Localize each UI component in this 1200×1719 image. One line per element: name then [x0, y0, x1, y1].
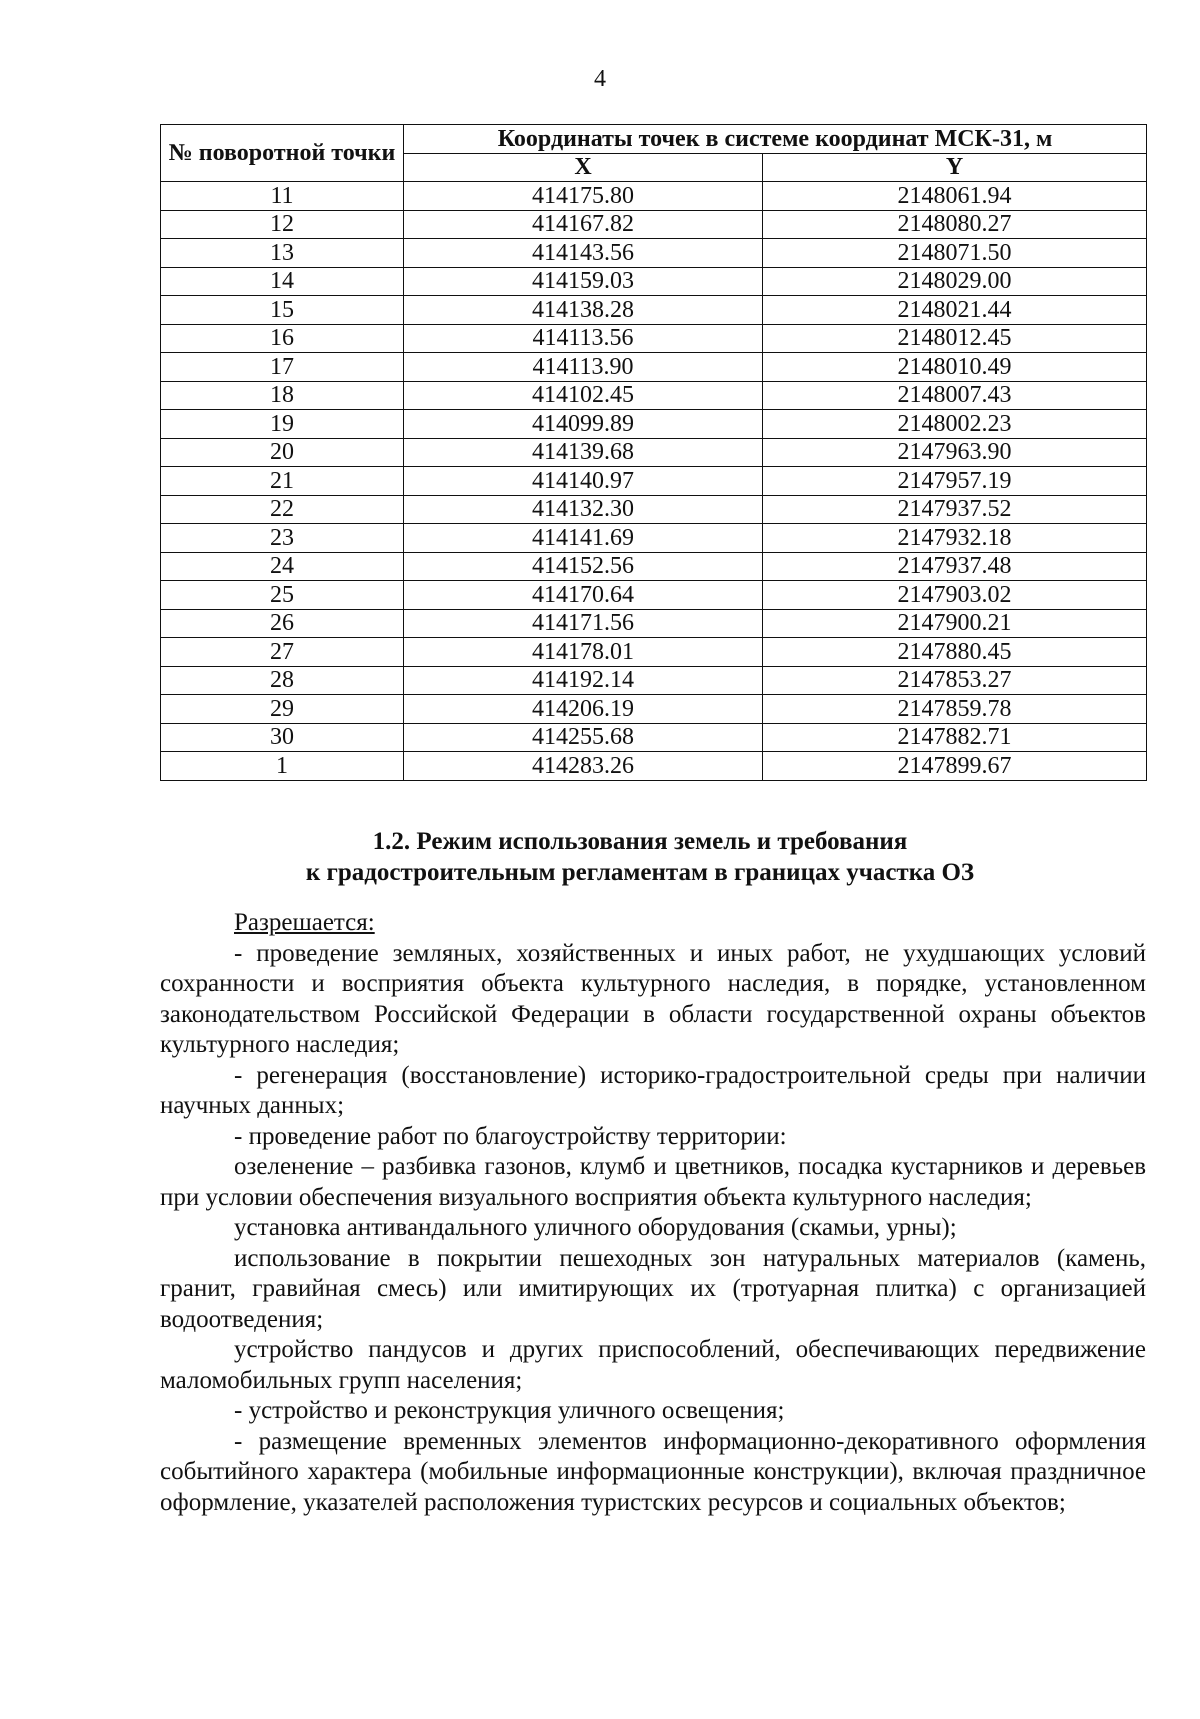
- cell-x: 414255.68: [404, 723, 763, 752]
- header-coordinates: Координаты точек в системе координат МСК-31, м: [404, 125, 1147, 154]
- cell-point-number: 24: [161, 552, 404, 581]
- table-row: [161, 495, 1147, 524]
- paragraph: установка антивандального уличного оборудования (скамьи, урны);: [234, 1214, 957, 1241]
- table-row: [161, 524, 1147, 553]
- section-title: [140, 826, 1140, 888]
- cell-point-number: 30: [161, 723, 404, 752]
- table-row: [161, 210, 1147, 239]
- table-row: [161, 324, 1147, 353]
- cell-y: 2147882.71: [763, 723, 1147, 752]
- cell-point-number: 19: [161, 410, 404, 439]
- cell-point-number: 22: [161, 495, 404, 524]
- cell-x: 414167.82: [404, 210, 763, 239]
- table-row: [161, 609, 1147, 638]
- section-title-line-1: 1.2. Режим использования земель и требования: [372, 828, 908, 855]
- cell-point-number: 11: [161, 182, 404, 211]
- cell-y: 2148029.00: [763, 267, 1147, 296]
- cell-y: 2147932.18: [763, 524, 1147, 553]
- cell-y: 2147900.21: [763, 609, 1147, 638]
- cell-x: 414132.30: [404, 495, 763, 524]
- paragraph: - размещение временных элементов информационно-декоративного оформления событийного характера (мобильные информационные конструкции), включая праздничное оформление, указателей расположения туристских ресурсов и социальных объектов;: [160, 1427, 1146, 1516]
- cell-point-number: 21: [161, 467, 404, 496]
- coordinates-table: [160, 124, 1147, 781]
- cell-x: 414140.97: [404, 467, 763, 496]
- cell-x: 414102.45: [404, 381, 763, 410]
- permitted-label: Разрешается:: [234, 909, 375, 936]
- table-row: [161, 410, 1147, 439]
- table-body: [161, 182, 1147, 781]
- cell-y: 2148080.27: [763, 210, 1147, 239]
- cell-y: 2147853.27: [763, 666, 1147, 695]
- paragraph: - устройство и реконструкция уличного освещения;: [234, 1397, 785, 1424]
- cell-x: 414206.19: [404, 695, 763, 724]
- page-number: 4: [594, 66, 606, 92]
- cell-y: 2148021.44: [763, 296, 1147, 325]
- table-row: [161, 752, 1147, 781]
- header-point-number: № поворотной точки: [161, 125, 404, 182]
- body-text: [160, 908, 1146, 1518]
- table-row: [161, 239, 1147, 268]
- cell-x: 414143.56: [404, 239, 763, 268]
- cell-point-number: 16: [161, 324, 404, 353]
- cell-point-number: 26: [161, 609, 404, 638]
- table-row: [161, 552, 1147, 581]
- cell-point-number: 14: [161, 267, 404, 296]
- cell-y: 2147957.19: [763, 467, 1147, 496]
- section-title-line-2: к градостроительным регламентам в границах участка ОЗ: [305, 859, 975, 886]
- cell-x: 414175.80: [404, 182, 763, 211]
- cell-x: 414170.64: [404, 581, 763, 610]
- table-row: [161, 182, 1147, 211]
- cell-y: 2147937.52: [763, 495, 1147, 524]
- paragraph: - регенерация (восстановление) историко-градостроительной среды при наличии научных данных;: [160, 1061, 1146, 1119]
- cell-point-number: 29: [161, 695, 404, 724]
- table-row: [161, 695, 1147, 724]
- paragraph: устройство пандусов и других приспособлений, обеспечивающих передвижение маломобильных групп населения;: [160, 1336, 1146, 1394]
- paragraph: использование в покрытии пешеходных зон натуральных материалов (камень, гранит, гравийная смесь) или имитирующих их (тротуарная плитка) с организацией водоотведения;: [160, 1244, 1146, 1333]
- cell-x: 414113.56: [404, 324, 763, 353]
- cell-point-number: 17: [161, 353, 404, 382]
- cell-x: 414283.26: [404, 752, 763, 781]
- table-row: [161, 723, 1147, 752]
- table-row: [161, 638, 1147, 667]
- cell-point-number: 12: [161, 210, 404, 239]
- cell-point-number: 15: [161, 296, 404, 325]
- cell-point-number: 28: [161, 666, 404, 695]
- paragraph: - проведение земляных, хозяйственных и иных работ, не ухудшающих условий сохранности и восприятия объекта культурного наследия, в порядке, установленном законодательством Российской Федерации в области государственной охраны объектов культурного наследия;: [160, 939, 1146, 1058]
- cell-x: 414171.56: [404, 609, 763, 638]
- header-x: X: [404, 153, 763, 182]
- cell-y: 2148007.43: [763, 381, 1147, 410]
- cell-x: 414141.69: [404, 524, 763, 553]
- cell-point-number: 25: [161, 581, 404, 610]
- cell-y: 2148010.49: [763, 353, 1147, 382]
- table-row: [161, 381, 1147, 410]
- cell-x: 414159.03: [404, 267, 763, 296]
- cell-point-number: 27: [161, 638, 404, 667]
- table-row: [161, 581, 1147, 610]
- cell-y: 2148071.50: [763, 239, 1147, 268]
- cell-y: 2148012.45: [763, 324, 1147, 353]
- cell-x: 414192.14: [404, 666, 763, 695]
- cell-x: 414138.28: [404, 296, 763, 325]
- cell-y: 2147937.48: [763, 552, 1147, 581]
- cell-x: 414113.90: [404, 353, 763, 382]
- cell-y: 2148061.94: [763, 182, 1147, 211]
- cell-y: 2148002.23: [763, 410, 1147, 439]
- table-row: [161, 267, 1147, 296]
- table-row: [161, 467, 1147, 496]
- table-row: [161, 353, 1147, 382]
- cell-y: 2147899.67: [763, 752, 1147, 781]
- cell-x: 414139.68: [404, 438, 763, 467]
- cell-y: 2147859.78: [763, 695, 1147, 724]
- cell-point-number: 23: [161, 524, 404, 553]
- table-row: [161, 438, 1147, 467]
- cell-y: 2147903.02: [763, 581, 1147, 610]
- cell-y: 2147880.45: [763, 638, 1147, 667]
- table-row: [161, 296, 1147, 325]
- table-row: [161, 666, 1147, 695]
- cell-x: 414152.56: [404, 552, 763, 581]
- cell-point-number: 1: [161, 752, 404, 781]
- cell-y: 2147963.90: [763, 438, 1147, 467]
- cell-point-number: 20: [161, 438, 404, 467]
- cell-x: 414099.89: [404, 410, 763, 439]
- header-y: Y: [763, 153, 1147, 182]
- cell-point-number: 18: [161, 381, 404, 410]
- cell-x: 414178.01: [404, 638, 763, 667]
- paragraph: озеленение – разбивка газонов, клумб и цветников, посадка кустарников и деревьев при условии обеспечения визуального восприятия объекта культурного наследия;: [160, 1153, 1146, 1211]
- cell-point-number: 13: [161, 239, 404, 268]
- paragraph: - проведение работ по благоустройству территории:: [234, 1122, 787, 1150]
